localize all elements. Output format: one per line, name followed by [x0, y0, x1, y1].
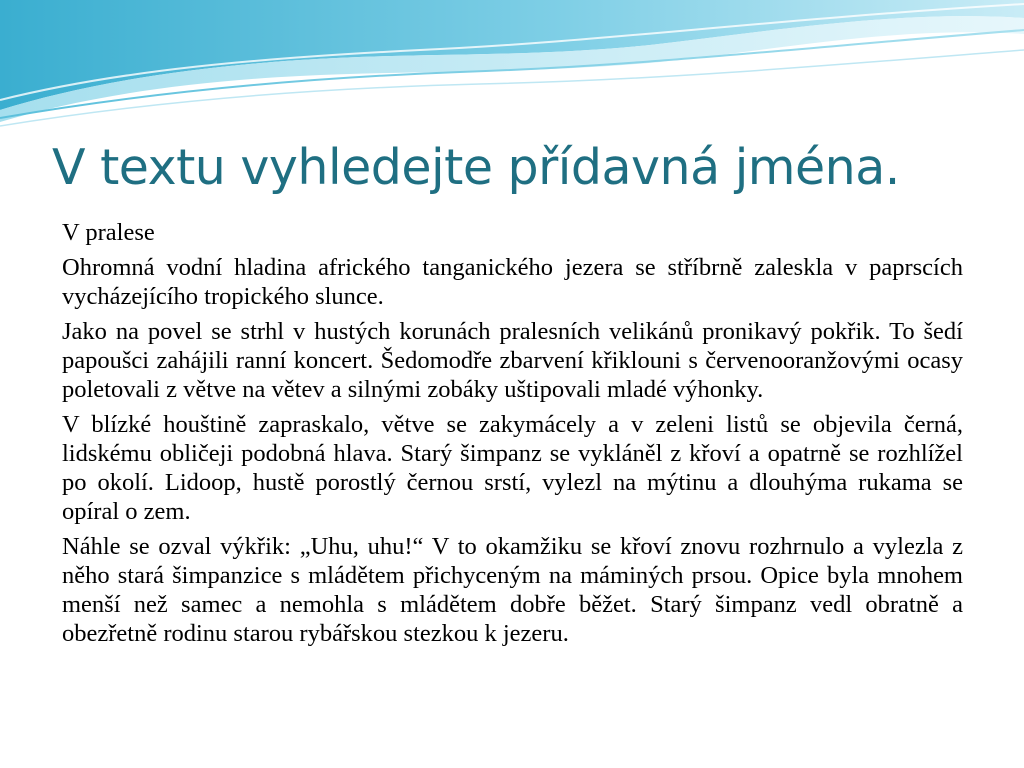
text-paragraph-4: Náhle se ozval výkřik: „Uhu, uhu!“ V to okamžiku se křoví znovu rozhrnulo a vylezla z něho stará šimpanzice s mládětem přichyceným na máminých prsou. Opice byla mnohem menší než samec a nemohla s mládětem dobře běžet. Starý šimpanz vedl obratně a obezřetně rodinu starou rybářskou stezkou k jezeru. — [62, 533, 963, 647]
slide-title: V textu vyhledejte přídavná jména. — [52, 139, 900, 196]
text-paragraph-3: V blízké houštině zapraskalo, větve se zakymácely a v zeleni listů se objevila černá, lidskému obličeji podobná hlava. Starý šimpanz se vykláněl z křoví a opatrně se rozhlížel po okolí. Lidoop, hustě porostlý černou srstí, vylezl na mýtinu a dlouhýma rukama se opíral o zem. — [62, 411, 963, 525]
text-paragraph-1: Ohromná vodní hladina afrického tanganického jezera se stříbrně zaleskla v paprscích vycházejícího tropického slunce. — [62, 254, 963, 310]
text-paragraph-2: Jako na povel se strhl v hustých korunách pralesních velikánů pronikavý pokřik. To šedí papoušci zahájili ranní koncert. Šedomodře zbarvení křiklouni s červenooranžovými ocasy poletovali z větve na větev a silnými zobáky uštipovali mladé výhonky. — [62, 318, 963, 403]
decorative-wave-header — [0, 0, 1024, 130]
text-heading-paragraph: V pralese — [62, 219, 155, 246]
slide-body-text — [62, 218, 963, 654]
